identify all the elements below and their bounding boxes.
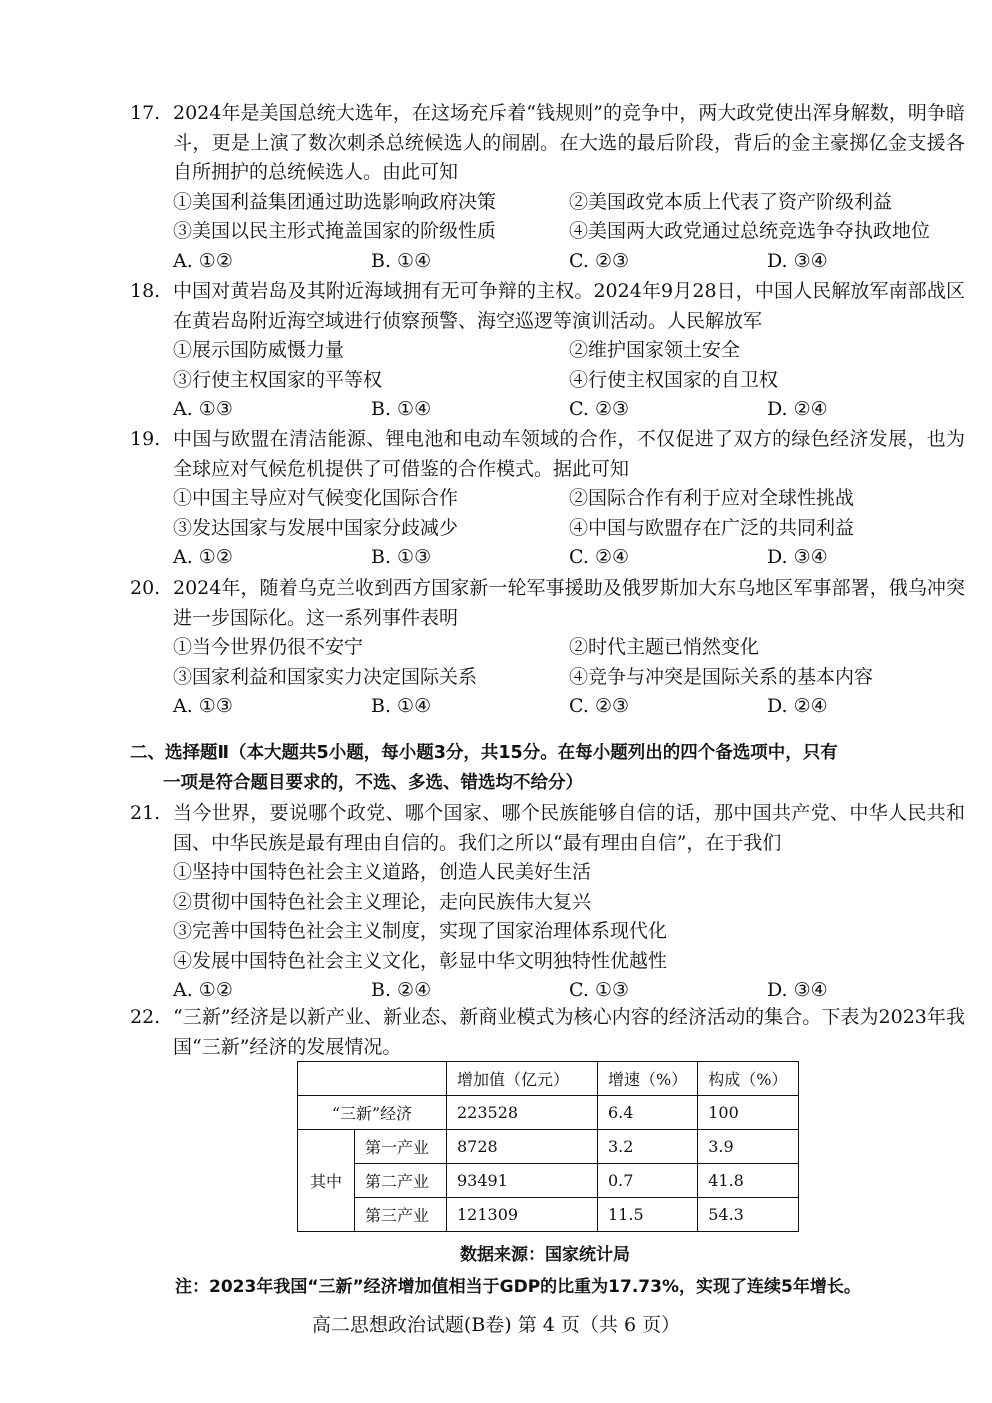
option-2: ②国际合作有利于应对全球性挑战 (569, 487, 855, 509)
choice-b: B. ②④ (371, 979, 432, 1001)
answer-choices (173, 395, 965, 425)
question-stem: “三新”经济是以新产业、新业态、新商业模式为核心内容的经济活动的集合。下表为2023年我国“三新”经济的发展情况。 (173, 1006, 965, 1058)
question-number: 18. (130, 280, 161, 302)
option-4: ④行使主权国家的自卫权 (569, 368, 779, 391)
table-row-label: “三新”经济 (298, 1096, 447, 1130)
table-header-row (298, 1062, 799, 1096)
table-row-label: 第一产业 (355, 1130, 447, 1164)
option-2: ②维护国家领土安全 (569, 339, 741, 361)
choice-d: D. ③④ (767, 249, 828, 272)
choice-b: B. ①④ (371, 249, 432, 272)
question-options (173, 336, 965, 425)
table-row-label: 第三产业 (355, 1198, 447, 1232)
question-17 (130, 99, 965, 276)
option-4: ④发展中国特色社会主义文化，彰显中华文明独特性优越性 (173, 949, 668, 972)
option-1: ①展示国防威慑力量 (173, 339, 345, 361)
page-footer: 高二思想政治试题(B卷) 第 4 页（共 6 页） (311, 1314, 681, 1336)
table-cell: 121309 (447, 1198, 598, 1232)
choice-d: D. ③④ (767, 546, 828, 568)
question-options (173, 633, 965, 722)
choice-a: A. ①② (173, 249, 233, 272)
question-21 (130, 799, 965, 1006)
table-row-label: 第二产业 (355, 1164, 447, 1198)
option-2: ②时代主题已悄然变化 (569, 636, 760, 658)
table-corner-cell (298, 1062, 447, 1096)
option-3: ③发达国家与发展中国家分歧减少 (173, 516, 459, 539)
section-heading-line1: 二、选择题Ⅱ（本大题共5小题，每小题3分，共15分。在每小题列出的四个备选项中，只有 (130, 743, 838, 763)
question-stem: 当今世界，要说哪个政党、哪个国家、哪个民族能够自信的话，那中国共产党、中华人民共和国、中华民族是最有理由自信的。我们之所以“最有理由自信”，在于我们 (173, 802, 965, 854)
table-cell: 3.9 (698, 1130, 799, 1164)
question-number: 22. (130, 1006, 161, 1028)
question-options (173, 188, 965, 277)
option-2: ②美国政党本质上代表了资产阶级利益 (569, 190, 893, 213)
table-cell: 6.4 (598, 1096, 698, 1130)
option-1: ①美国利益集团通过助选影响政府决策 (173, 190, 497, 213)
question-options (173, 484, 965, 573)
option-4: ④竞争与冲突是国际关系的基本内容 (569, 665, 874, 688)
option-3: ③国家利益和国家实力决定国际关系 (173, 665, 478, 688)
choice-b: B. ①③ (371, 546, 432, 568)
table-cell: 3.2 (598, 1130, 698, 1164)
option-1: ①当今世界仍很不安宁 (173, 636, 364, 658)
question-stem: 中国与欧盟在清洁能源、锂电池和电动车领域的合作，不仅促进了双方的绿色经济发展，也为全球应对气候危机提供了可借鉴的合作模式。据此可知 (173, 428, 965, 480)
choice-c: C. ②③ (569, 398, 630, 420)
choice-b: B. ①④ (371, 398, 432, 420)
data-table (297, 1061, 799, 1232)
question-22 (130, 1003, 965, 1062)
table-cell: 223528 (447, 1096, 598, 1130)
table-row (298, 1164, 799, 1198)
choice-a: A. ①② (173, 546, 233, 568)
table-row (298, 1096, 799, 1130)
question-options (173, 858, 965, 1006)
answer-choices (173, 247, 965, 277)
table-cell: 100 (698, 1096, 799, 1130)
question-20 (130, 574, 965, 722)
table-cell: 8728 (447, 1130, 598, 1164)
choice-c: C. ②④ (569, 546, 630, 568)
section-heading-line2: 一项是符合题目要求的，不选、多选、错选均不给分） (163, 772, 583, 793)
table-header-cell: 增速（%） (598, 1062, 698, 1096)
table-cell: 54.3 (698, 1198, 799, 1232)
table-cell: 11.5 (598, 1198, 698, 1232)
table-header-cell: 构成（%） (698, 1062, 799, 1096)
question-number: 21. (130, 802, 161, 824)
answer-choices (173, 543, 965, 573)
choice-d: D. ②④ (767, 398, 828, 420)
choice-c: C. ②③ (569, 249, 630, 272)
option-3: ③行使主权国家的平等权 (173, 368, 383, 391)
choice-a: A. ①③ (173, 695, 233, 717)
option-4: ④中国与欧盟存在广泛的共同利益 (569, 516, 855, 539)
question-number: 17. (130, 102, 161, 124)
option-3: ③美国以民主形式掩盖国家的阶级性质 (173, 220, 497, 242)
question-stem: 2024年是美国总统大选年，在这场充斥着“钱规则”的竞争中，两大政党使出浑身解数，明争暗斗，更是上演了数次刺杀总统候选人的闹剧。在大选的最后阶段，背后的金主豪掷亿金支援各自所拥护的总统候选人。由此可知 (173, 102, 965, 183)
option-2: ②贯彻中国特色社会主义理论，走向民族伟大复兴 (173, 890, 592, 913)
question-number: 19. (130, 428, 161, 450)
answer-choices (173, 692, 965, 722)
option-1: ①坚持中国特色社会主义道路，创造人民美好生活 (173, 861, 592, 883)
option-3: ③完善中国特色社会主义制度，实现了国家治理体系现代化 (173, 920, 668, 942)
table-cell: 41.8 (698, 1164, 799, 1198)
choice-d: D. ③④ (767, 979, 828, 1001)
question-stem: 2024年，随着乌克兰收到西方国家新一轮军事援助及俄罗斯加大东乌地区军事部署，俄乌冲突进一步国际化。这一系列事件表明 (173, 577, 965, 629)
choice-d: D. ②④ (767, 695, 828, 717)
table-source: 数据来源：国家统计局 (460, 1245, 630, 1265)
table-header-cell: 增加值（亿元） (447, 1062, 598, 1096)
table-row (298, 1198, 799, 1232)
question-number: 20. (130, 577, 161, 599)
choice-a: A. ①③ (173, 398, 233, 420)
question-19 (130, 425, 965, 573)
answer-choices (173, 976, 965, 1006)
choice-b: B. ①④ (371, 695, 432, 717)
table-group-label: 其中 (298, 1130, 355, 1232)
choice-c: C. ①③ (569, 979, 630, 1001)
option-4: ④美国两大政党通过总统竞选争夺执政地位 (569, 220, 931, 242)
choice-a: A. ①② (173, 979, 233, 1001)
question-18 (130, 277, 965, 425)
option-1: ①中国主导应对气候变化国际合作 (173, 487, 459, 509)
table-cell: 93491 (447, 1164, 598, 1198)
section-heading (130, 739, 965, 798)
choice-c: C. ②③ (569, 695, 630, 717)
table-row (298, 1130, 799, 1164)
table-note: 注：2023年我国“三新”经济增加值相当于GDP的比重为17.73%，实现了连续5年增长。 (175, 1277, 861, 1297)
question-stem: 中国对黄岩岛及其附近海域拥有无可争辩的主权。2024年9月28日，中国人民解放军南部战区在黄岩岛附近海空域进行侦察预警、海空巡逻等演训活动。人民解放军 (173, 280, 965, 332)
table-cell: 0.7 (598, 1164, 698, 1198)
